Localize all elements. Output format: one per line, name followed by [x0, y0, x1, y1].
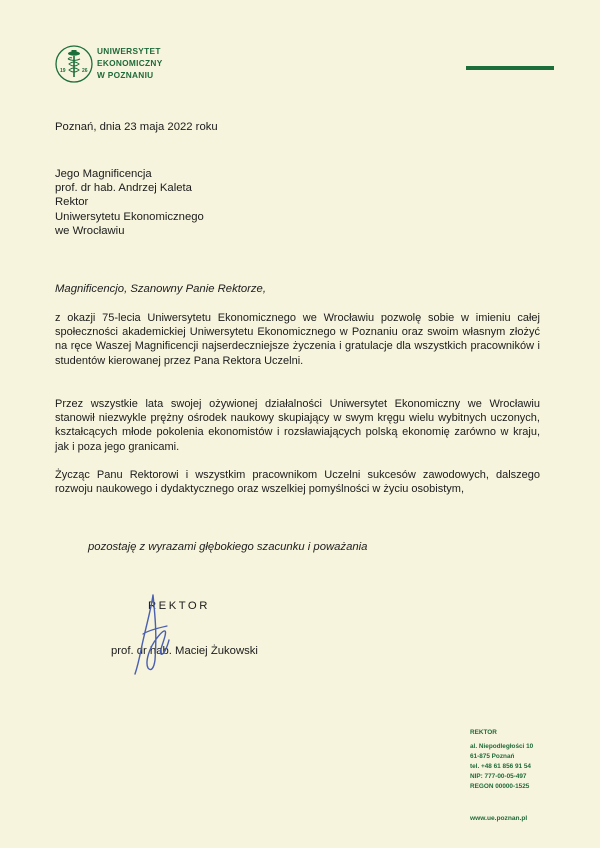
footer-address: al. Niepodległości 10: [470, 743, 534, 750]
logo-year-right: 26: [82, 68, 88, 74]
university-name-line: UNIWERSYTET: [97, 46, 161, 56]
handwritten-signature-icon: [115, 590, 195, 680]
signatory-name: prof. dr hab. Maciej Żukowski: [111, 645, 258, 657]
addressee-block: [55, 167, 204, 238]
university-name-line: W POZNANIU: [97, 70, 154, 80]
university-name-line: EKONOMICZNY: [97, 58, 163, 68]
logo-year-left: 19: [60, 68, 66, 74]
footer-regon: REGON 00000-1525: [470, 783, 530, 790]
letter-date: Poznań, dnia 23 maja 2022 roku: [55, 121, 218, 133]
closing-line: pozostaję z wyrazami głębokiego szacunku i poważania: [88, 541, 368, 553]
body-paragraph: Przez wszystkie lata swojej ożywionej działalności Uniwersytet Ekonomiczny we Wrocławiu stanowił niezwykle prężny ośrodek naukowy skupiający w swym kręgu wielu wybitnych uczonych, kształcących młode pokolenia ekonomistów i rozsławiających polską ekonomię zarówno w kraju, jak i poza jego granicami.: [55, 398, 540, 453]
footer-nip: NIP: 777-00-05-497: [470, 773, 527, 780]
footer-phone: tel. +48 61 856 91 54: [470, 763, 531, 770]
addressee-line: Jego Magnificencja: [55, 168, 152, 180]
footer-postal: 61-875 Poznań: [470, 753, 515, 760]
signatory-title: REKTOR: [148, 600, 210, 612]
addressee-line: Uniwersytetu Ekonomicznego: [55, 210, 204, 223]
footer-title: REKTOR: [470, 729, 497, 736]
body-paragraph: z okazji 75-lecia Uniwersytetu Ekonomicznego we Wrocławiu pozwolę sobie w imieniu całej społeczności akademickiej Uniwersytetu Ekonomicznego w Poznaniu oraz swoim własnym złożyć na ręce Waszej Magnificencji najserdeczniejsze życzenia i gratulacje dla wszystkich pracowników i studentów kierowanej przez Pana Rektora Uczelni.: [55, 312, 540, 367]
addressee-line: we Wrocławiu: [55, 224, 125, 237]
addressee-line: Rektor: [55, 196, 89, 209]
letterhead-accent-bar: [466, 66, 554, 70]
footer-contact: [470, 728, 533, 792]
website-link[interactable]: www.ue.poznan.pl: [470, 815, 528, 822]
body-paragraph: Życząc Panu Rektorowi i wszystkim pracownikom Uczelni sukcesów zawodowych, dalszego rozwoju naukowego i dydaktycznego oraz wszelkiej pomyślności w życiu osobistym,: [55, 469, 540, 496]
addressee-line: prof. dr hab. Andrzej Kaleta: [55, 182, 192, 195]
salutation: Magnificencjo, Szanowny Panie Rektorze,: [55, 283, 266, 295]
university-name: [97, 45, 163, 81]
university-logo-icon: [54, 44, 94, 84]
